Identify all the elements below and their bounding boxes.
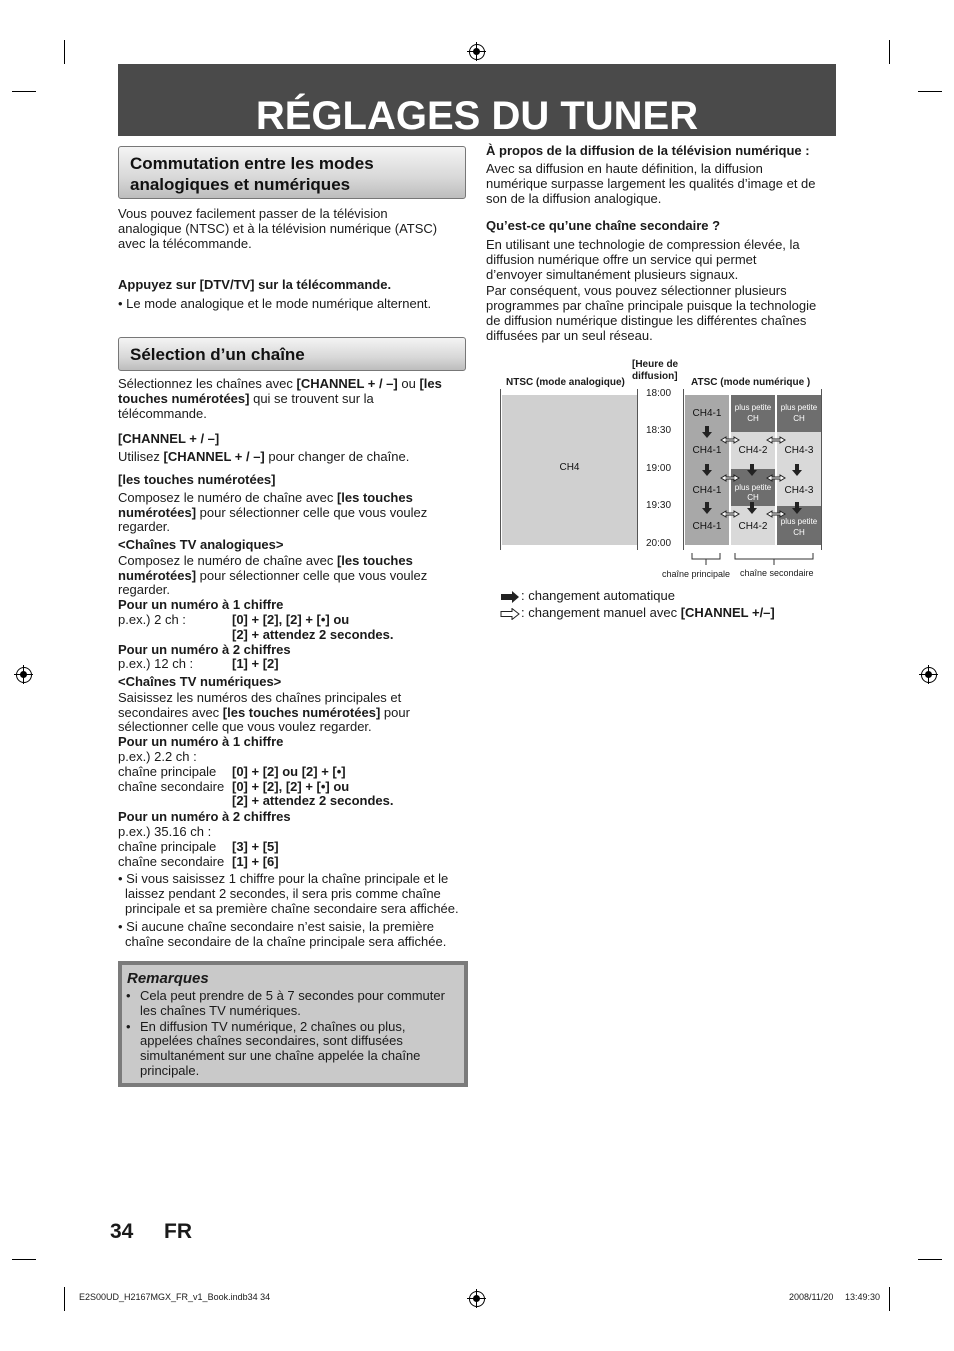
atsc-cell: plus petite CH	[731, 469, 775, 506]
about-heading: À propos de la diffusion de la télévision numérique :	[486, 143, 810, 158]
auto-arrow-icon	[500, 591, 520, 603]
section2-intro: Sélectionnez les chaînes avec [CHANNEL + / –] ou [les touches numérotées] qui se trouvent sur la télécommande.	[118, 376, 442, 421]
digital-block: <Chaînes TV numériques> Saisissez les numéros des chaînes principales et secondaires avec [les touches numérotées] pour sélectionner celle que vous voulez regarder. Pour un numéro à 1 chiffre p.ex.) 2.2 ch : chaîne principale [0] + [2] ou [2] + [•] chaîne secondaire [0] + [2], [2] + [•] ou [2] + attendez 2 secondes. Pour un numéro à 2 chiffres p.ex.) 35.16 ch : chaîne principale [3] + [5] chaîne secondaire [1] + [6]	[118, 674, 410, 869]
time-label: 19:30	[646, 500, 672, 511]
atsc-cell: CH4-1	[685, 506, 729, 545]
ntsc-label: NTSC (mode analogique)	[506, 377, 625, 388]
crop-mark	[64, 40, 65, 64]
title-banner	[118, 64, 836, 136]
section-heading-commutation	[118, 146, 466, 199]
crop-mark	[64, 1287, 65, 1311]
manual-arrow-icon	[767, 511, 785, 517]
crop-mark	[889, 1287, 890, 1311]
section-heading-line1: Commutation entre les modes	[130, 154, 374, 173]
section-heading-text: Sélection d’un chaîne	[130, 345, 305, 364]
atsc-cell: CH4-1	[685, 395, 729, 432]
section1-instruction: Appuyez sur [DTV/TV] sur la télécommande.	[118, 277, 392, 292]
manual-arrow-icon	[500, 608, 520, 620]
bullet-list: • Si vous saisissez 1 chiffre pour la chaîne principale et le laissez pendant 2 secondes, il sera pris comme chaîne principale et sa première chaîne secondaire sera affichée. • Si aucune chaîne secondaire n’est saisie, la première chaîne secondaire de la chaîne principale sera affichée.	[118, 871, 459, 950]
text-line: Vous pouvez facilement passer de la télévision	[118, 206, 388, 221]
number-keys-block: [les touches numérotées] Composez le numéro de chaîne avec [les touches numérotées] pour sélectionner celle que vous voulez regarder.	[118, 472, 428, 535]
crop-mark	[918, 1259, 942, 1260]
atsc-cell: CH4-3	[777, 469, 821, 506]
sub-channel-caption: chaîne secondaire	[740, 568, 814, 578]
time-label: 19:00	[646, 463, 672, 474]
manual-arrow-icon	[721, 511, 739, 517]
registration-mark-icon	[16, 667, 32, 683]
crop-mark	[12, 91, 36, 92]
text-line: analogique (NTSC) et à la télévision numérique (ATSC)	[118, 220, 438, 236]
manual-arrow-icon	[767, 437, 785, 443]
crop-mark	[889, 40, 890, 64]
ntsc-right-border	[637, 389, 638, 550]
subchannel-text: En utilisant une technologie de compression élevée, la diffusion numérique offre un service qui permet d’envoyer simultanément plusieurs signaux. Par conséquent, vous pouvez sélectionner plusieurs programmes par chaîne principale puisque la technologie de diffusion numérique distingue les différentes chaînes diffusées par un seul réseau.	[486, 237, 817, 343]
time-label: 18:30	[646, 425, 672, 436]
time-label: 18:00	[646, 388, 672, 399]
main-channel-caption: chaîne principale	[662, 569, 731, 579]
analog-block: <Chaînes TV analogiques> Composez le numéro de chaîne avec [les touches numérotées] pour sélectionner celle que vous voulez regarder. Pour un numéro à 1 chiffre p.ex.) 2 ch : [0] + [2], [2] + [•] ou [2] + attendez 2 secondes. Pour un numéro à 2 chiffres p.ex.) 12 ch : [1] + [2]	[118, 537, 428, 672]
page-title: RÉGLAGES DU TUNER	[255, 94, 699, 138]
remarks-box	[118, 961, 468, 1087]
auto-arrow-icon	[747, 502, 757, 514]
switch-arrows	[683, 420, 823, 520]
registration-mark-icon	[469, 1291, 485, 1307]
section-heading-line2: analogiques et numériques	[130, 175, 351, 194]
atsc-label: ATSC (mode numérique )	[691, 377, 811, 388]
time-heading: [Heure de diffusion]	[632, 359, 679, 382]
atsc-cell: plus petite CH	[731, 395, 775, 432]
time-label: 20:00	[646, 538, 672, 549]
manual-arrow-icon	[767, 475, 785, 481]
text-line: avec la télécommande.	[118, 235, 252, 251]
section1-intro	[118, 207, 468, 251]
registration-mark-icon	[469, 44, 485, 60]
print-date: 2008/11/20	[789, 1292, 834, 1302]
subchannel-heading: Qu’est-ce qu’une chaîne secondaire ?	[486, 218, 721, 233]
registration-mark-icon	[921, 667, 937, 683]
manual-arrow-icon	[721, 437, 739, 443]
caption-brackets	[683, 553, 823, 567]
section-heading-selection	[118, 337, 466, 371]
auto-arrow-icon	[702, 502, 712, 514]
auto-arrow-icon	[792, 502, 802, 514]
ntsc-left-border	[500, 389, 501, 550]
atsc-cell: CH4-3	[777, 432, 821, 469]
language-code: FR	[164, 1220, 192, 1243]
crop-mark	[12, 1259, 36, 1260]
legend-manual: : changement manuel avec [CHANNEL +/–]	[521, 605, 775, 620]
auto-arrow-icon	[702, 464, 712, 476]
atsc-cell: plus petite CH	[777, 506, 821, 545]
legend-auto: : changement automatique	[521, 588, 675, 603]
ntsc-channel-label: CH4	[559, 462, 580, 473]
atsc-cell: CH4-2	[731, 506, 775, 545]
remarks-title: Remarques	[127, 970, 209, 987]
section1-bullet: • Le mode analogique et le mode numérique alternent.	[118, 296, 432, 311]
auto-arrow-icon	[792, 464, 802, 476]
atsc-cell: CH4-1	[685, 432, 729, 469]
atsc-cell: CH4-2	[731, 432, 775, 469]
crop-mark	[918, 91, 942, 92]
about-text: Avec sa diffusion en haute définition, la diffusion numérique surpasse largement les qualités d’image et de son de la diffusion analogique.	[486, 161, 816, 206]
atsc-cell: CH4-1	[685, 469, 729, 506]
page-number: 34	[110, 1220, 134, 1243]
remarks-list: • Cela peut prendre de 5 à 7 secondes pour commuter les chaînes TV numériques. • En diffusion TV numérique, 2 chaînes ou plus, appelées chaînes secondaires, sont diffusées simultanément sur une chaîne appelée la chaîne principale.	[126, 988, 445, 1078]
channel-block: [CHANNEL + / –] Utilisez [CHANNEL + / –] pour changer de chaîne.	[118, 431, 410, 464]
auto-arrow-icon	[702, 426, 712, 438]
manual-arrow-icon	[721, 475, 739, 481]
auto-arrow-icon	[747, 464, 757, 476]
file-info: E2S00UD_H2167MGX_FR_v1_Book.indb34 34	[79, 1292, 271, 1302]
print-time: 13:49:30	[845, 1292, 881, 1302]
atsc-cell: plus petite CH	[777, 395, 821, 432]
